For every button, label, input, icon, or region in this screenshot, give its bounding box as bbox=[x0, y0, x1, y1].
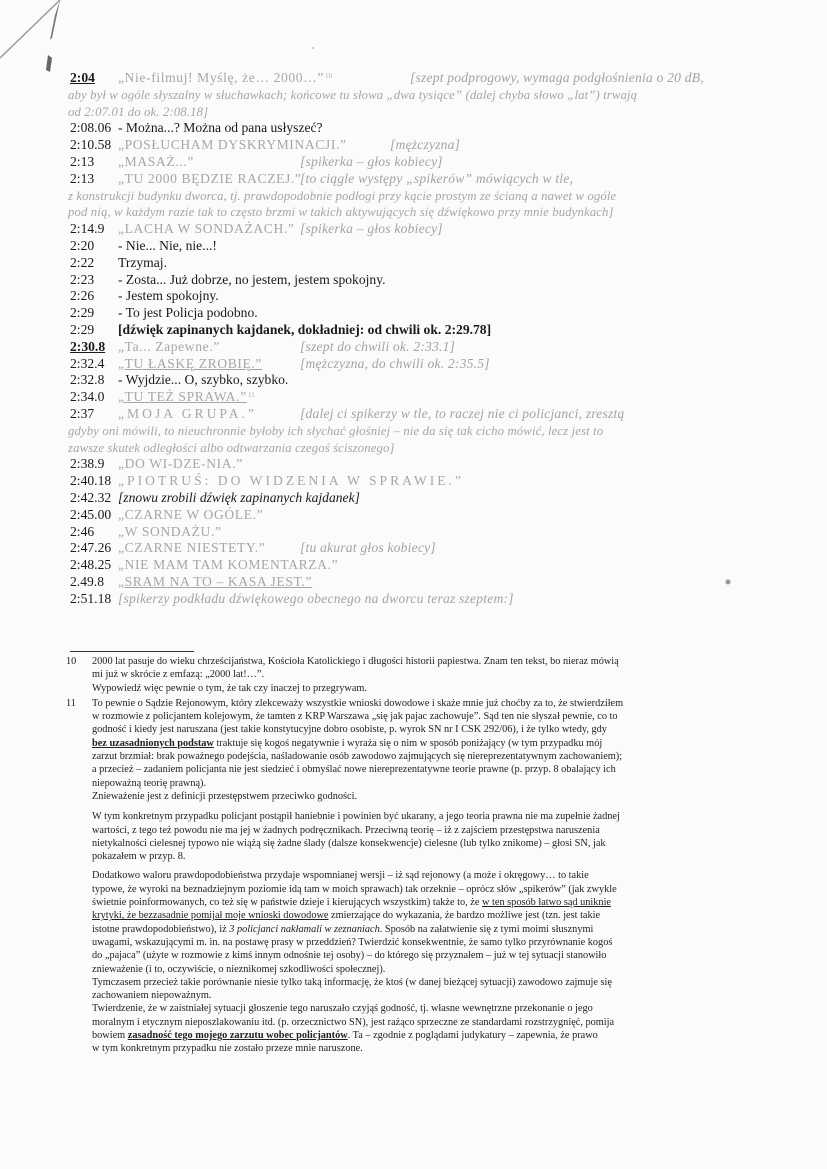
timestamp: 2:13 bbox=[70, 170, 95, 186]
timestamp: 2:40.18 bbox=[70, 473, 112, 489]
timestamp: 2:22 bbox=[70, 254, 95, 270]
transcript-row bbox=[70, 137, 710, 154]
emphasis: w ten sposób łatwo sąd uniknie bbox=[482, 897, 611, 909]
overheard-quote: „MOJA GRUPA.” bbox=[118, 405, 257, 421]
footnote-paragraph bbox=[92, 810, 756, 863]
transcript-row bbox=[70, 356, 710, 373]
text: Znieważenie jest z definicji przestępstwem przeciwko godności. bbox=[92, 790, 358, 802]
overheard-quote: „DO WI-DZE-NIA.” bbox=[118, 456, 243, 472]
text: pokazałem w przyp. 8. bbox=[92, 851, 186, 863]
footnote-rule bbox=[70, 651, 194, 652]
dialogue-text: - To jest Policja podobno. bbox=[118, 305, 258, 321]
transcript-row bbox=[70, 120, 710, 137]
transcript-row bbox=[70, 490, 710, 507]
text: do „pajaca” (użyte w rozmowie z kimś innym odnośnie tej osoby) – do którego się przyznałem – już w tej sytuacji stanowiło bbox=[92, 950, 607, 962]
emphasis: zasadność tego mojego zarzutu wobec policjantów bbox=[127, 1030, 348, 1042]
transcript-row bbox=[70, 372, 710, 389]
scan-edge-line bbox=[0, 0, 60, 58]
overheard-quote: „TU 2000 BĘDZIE RACZEJ.” bbox=[118, 170, 302, 186]
text: zachowaniem niepoważnym. bbox=[92, 990, 212, 1002]
timestamp: 2:23 bbox=[70, 271, 95, 287]
overheard-quote: „LACHA W SONDAŻACH.” bbox=[118, 221, 295, 237]
timestamp: 2:45.00 bbox=[70, 506, 112, 522]
text: moralnym i etycznym nieposzlakowaniu itd. (p. orzecznictwo SN), jest rażąco sprzeczne ze standardami rozstrzygnięć, pomija bbox=[92, 1016, 615, 1028]
timestamp: 2:26 bbox=[70, 288, 95, 304]
overheard-quote: „TU ŁASKĘ ZROBIĘ.” bbox=[118, 355, 263, 371]
transcript-row bbox=[70, 339, 710, 356]
footnote-ref: 10 bbox=[325, 72, 332, 80]
text: typowe, że wyroki na beznadziejnym poziomie idą tam w moich sprawach) tak orzeknie – oprócz słów „spikerów” (jak zwykle bbox=[92, 883, 617, 895]
overheard-quote: „TU TEŻ SPRAWA.” bbox=[118, 389, 247, 405]
overheard-quote: „SRAM NA TO – KASA JEST.” bbox=[118, 573, 313, 589]
text: . Sposób na załatwienie się z tymi moimi słusznymi bbox=[379, 923, 594, 935]
transcript-row bbox=[70, 389, 710, 406]
text: godność i kiedy jest naruszana (jest takie konstytucyjne dobro osobiste, p. wyrok SN nr I CSK 292/06), i że tylko wtedy, gdy bbox=[92, 724, 607, 736]
timestamp: 2:04 bbox=[70, 70, 95, 85]
emphasis: bez uzasadnionych podstaw bbox=[92, 737, 214, 749]
timestamp: 2:20 bbox=[70, 237, 95, 253]
timestamp: 2:30.8 bbox=[70, 338, 106, 354]
emphasis: 3 policjanci nakłamali w zeznaniach bbox=[229, 923, 380, 935]
text: w rozmowie z policjantem kolejowym, że tamten z KRP Warszawa „się jak pajac zachowuje”. Sąd ten nie słyszał pewnie, co to bbox=[92, 711, 618, 723]
transcriber-note-continuation: zawsze skutek odległości albo odtwarzania czegoś ściszonego] bbox=[68, 440, 395, 455]
text: traktuje się kogoś negatywnie i wyraża się o nim w sposób poniżający (w tym przypadku mój bbox=[213, 737, 603, 749]
timestamp: 2:10.58 bbox=[70, 137, 112, 153]
transcript-row bbox=[70, 288, 710, 305]
dialogue-text: - Można...? Można od pana usłyszeć? bbox=[118, 120, 323, 136]
speck bbox=[312, 47, 314, 49]
emphasis: krytyki, że bezzasadnie pomijał moje wnioski dowodowe bbox=[92, 910, 329, 922]
transcript bbox=[70, 70, 710, 608]
transcriber-note-continuation: z konstrukcji budynku dworca, tj. prawdopodobnie podłogi przy kącie prostym ze ścianą a nawet w ogóle bbox=[68, 188, 617, 203]
transcriber-note-continuation: aby był w ogóle słyszalny w słuchawkach; końcowe tu słowa „dwa tysiące” (dalej chyba słowo „lat”) trwają bbox=[68, 87, 638, 102]
text: w tym konkretnym przypadku nie zostało przeze mnie naruszone. bbox=[92, 1043, 363, 1055]
overheard-quote: „PIOTRUŚ: DO WIDZENIA W SPRAWIE.” bbox=[118, 473, 464, 489]
text: nietykalności cielesnej typowo nie wiążą się żadne ślady (dalsze konsekwencje) cielesne (lub tylko znikome) – głosi SN, jak bbox=[92, 837, 606, 849]
transcript-row bbox=[70, 540, 710, 557]
timestamp: 2:46 bbox=[70, 523, 95, 539]
transcript-row bbox=[70, 305, 710, 322]
transcriber-note: [tu akurat głos kobiecy] bbox=[300, 540, 436, 556]
transcriber-note: [spikerka – głos kobiecy] bbox=[300, 153, 443, 169]
transcriber-note: [spikerka – głos kobiecy] bbox=[300, 221, 443, 237]
text: niepoważną teorię prawną). bbox=[92, 777, 207, 789]
overheard-quote: „MASAŻ...” bbox=[118, 153, 194, 169]
text: wartości, z tego też powodu nie ma jej w żadnych podręcznikach. Przeciwną teorię – iż z zajściem przestępstwa naruszenia bbox=[92, 824, 600, 836]
text: Twierdzenie, że w zaistniałej sytuacji głoszenie tego naruszało czyjąś godność, tj. własne wewnętrzne przekonanie o jego bbox=[92, 1003, 593, 1015]
overheard-quote: „Ta... Zapewne.” bbox=[118, 338, 220, 354]
overheard-quote: „CZARNE W OGÓLE.” bbox=[118, 506, 264, 522]
timestamp: 2:32.4 bbox=[70, 355, 105, 371]
footnote-line: mi już w skrócie z emfazą: „2000 lat!…”. bbox=[92, 669, 265, 681]
footnote-10 bbox=[66, 655, 756, 695]
transcript-row bbox=[70, 255, 710, 272]
sound-annotation: [znowu zrobili dźwięk zapinanych kajdanek] bbox=[118, 489, 360, 505]
text: bowiem bbox=[92, 1030, 128, 1042]
transcriber-note: [to ciągle występy „spikerów” mówiących w tle, bbox=[300, 170, 574, 186]
overheard-quote: „POSŁUCHAM DYSKRYMINACJI.” bbox=[118, 137, 347, 153]
text: uwagami, wskazującymi m. in. na postawę prasy w przeddzień? Twierdzić konsekwentnie, że samo tylko przyrównanie kogoś bbox=[92, 936, 613, 948]
transcript-row bbox=[70, 557, 710, 574]
transcriber-note: [dalej ci spikerzy w tle, to raczej nie ci policjanci, zresztą bbox=[300, 405, 625, 421]
scan-edge-mark bbox=[46, 55, 52, 72]
text: znieważenie (i to, oczywiście, o nieznikomej szkodliwości społecznej). bbox=[92, 963, 386, 975]
transcript-row bbox=[70, 70, 710, 87]
footnote-number: 11 bbox=[66, 697, 76, 709]
transcript-row bbox=[70, 171, 710, 188]
overheard-quote: „W SONDAŻU.” bbox=[118, 523, 222, 539]
transcript-row bbox=[70, 456, 710, 473]
dialogue-text: Trzymaj. bbox=[118, 254, 167, 270]
transcriber-note-continuation: od 2:07.01 do ok. 2:08.18] bbox=[68, 104, 209, 119]
timestamp: 2:38.9 bbox=[70, 456, 105, 472]
transcript-row bbox=[70, 591, 710, 608]
scan-edge-mark bbox=[50, 0, 60, 40]
timestamp: 2:13 bbox=[70, 153, 95, 169]
dialogue-text: - Nie... Nie, nie...! bbox=[118, 237, 217, 253]
timestamp: 2:32.8 bbox=[70, 372, 105, 388]
text: świetnie poinformowanych, co też się w państwie dzieje i kierujących wszystkim) także to, że bbox=[92, 897, 483, 909]
timestamp: 2:08.06 bbox=[70, 120, 112, 136]
transcriber-note: [szept do chwili ok. 2:33.1] bbox=[300, 338, 456, 354]
footnote-number: 10 bbox=[66, 656, 77, 667]
dialogue-text: - Wyjdzie... O, szybko, szybko. bbox=[118, 372, 289, 388]
timestamp: 2.49.8 bbox=[70, 573, 104, 589]
text: Tymczasem przecież takie porównanie niesie tylko taką informację, że ktoś (w danej bieżącej sytuacji) zawodowo zajmuje się bbox=[92, 976, 612, 988]
timestamp: 2:29 bbox=[70, 305, 95, 321]
text: zmierzające do wykazania, że bardzo możliwe jest (tzn. jest takie bbox=[328, 910, 601, 922]
transcriber-note: [mężczyzna] bbox=[390, 137, 461, 153]
transcript-row bbox=[70, 221, 710, 238]
transcript-row bbox=[70, 574, 710, 591]
text: To pewnie o Sądzie Rejonowym, który zlekceważy wszystkie wnioski dowodowe i skaże mnie już choćby za to, że stwierdziłem bbox=[92, 697, 624, 709]
footnote-11 bbox=[66, 697, 756, 1056]
background-note: [spikerzy podkładu dźwiękowego obecnego na dworcu teraz szeptem:] bbox=[118, 590, 514, 606]
transcriber-note: [mężczyzna, do chwili ok. 2:35.5] bbox=[300, 355, 490, 371]
footnote-line: 2000 lat pasuje do wieku chrześcijaństwa, Kościoła Katolickiego i długości historii papiestwa. Znam ten tekst, bo nieraz mówią bbox=[92, 656, 619, 667]
transcript-row bbox=[70, 406, 710, 423]
text: W tym konkretnym przypadku policjant postąpił haniebnie i powinien być ukarany, a jego teoria prawna nie ma zupełnie żadnej bbox=[92, 811, 620, 823]
transcriber-note: [szept podprogowy, wymaga podgłośnienia o 20 dB, bbox=[410, 70, 704, 85]
speck bbox=[726, 580, 731, 585]
timestamp: 2:37 bbox=[70, 405, 95, 421]
footnote-line: Wypowiedź więc pewnie o tym, że tak czy inaczej to przegrywam. bbox=[92, 682, 367, 694]
dialogue-text: - Zosta... Już dobrze, no jestem, jestem spokojny. bbox=[118, 271, 386, 287]
transcript-row bbox=[70, 272, 710, 289]
transcriber-note-continuation: gdyby oni mówili, to nieuchronnie byłoby ich słychać głośniej – nie da się tak cicho mówić, lecz jest to bbox=[68, 423, 604, 438]
footnote-paragraph bbox=[92, 869, 756, 1055]
timestamp: 2:47.26 bbox=[70, 540, 112, 556]
transcript-row bbox=[70, 524, 710, 541]
transcript-row bbox=[70, 507, 710, 524]
dialogue-text: - Jestem spokojny. bbox=[118, 288, 219, 304]
footnote-paragraph bbox=[92, 697, 756, 803]
overheard-quote: „Nie-filmuj! Myślę, że… 2000…” bbox=[118, 70, 324, 85]
timestamp: 2:48.25 bbox=[70, 557, 112, 573]
overheard-quote: „NIE MAM TAM KOMENTARZA.” bbox=[118, 557, 339, 573]
timestamp: 2:14.9 bbox=[70, 221, 105, 237]
transcriber-note-continuation: pod nią, w każdym razie tak to często brzmi w takich aktywujących się dźwiękowo przy mnie budynkach] bbox=[68, 205, 614, 220]
text: a przecież – zadaniem policjanta nie jest siedzieć i obmyślać nowe niereprezentatywne teorie prawne (p. przyp. 8 obalający ich bbox=[92, 764, 616, 776]
overheard-quote: „CZARNE NIESTETY.” bbox=[118, 540, 266, 556]
text: . Ta – zgodnie z poglądami judykatury – zapewnia, że prawo bbox=[347, 1030, 598, 1042]
timestamp: 2:29 bbox=[70, 321, 95, 337]
footnotes bbox=[66, 655, 756, 1062]
footnote-ref: 11 bbox=[248, 391, 255, 400]
timestamp: 2:42.32 bbox=[70, 489, 112, 505]
sound-annotation: [dźwięk zapinanych kajdanek, dokładniej: od chwili ok. 2:29.78] bbox=[118, 321, 492, 337]
transcript-row bbox=[70, 154, 710, 171]
transcript-row bbox=[70, 473, 710, 490]
timestamp: 2:34.0 bbox=[70, 389, 105, 405]
timestamp: 2:51.18 bbox=[70, 590, 112, 606]
text: istotne prawdopodobieństwo), iż bbox=[92, 923, 230, 935]
transcript-row bbox=[70, 322, 710, 339]
text: zarzut brzmiał: brak poważnego podejścia, naśladowanie osób zawodowo zajmujących się niereprezentatywnym zachowaniem); bbox=[92, 751, 623, 763]
transcript-row bbox=[70, 238, 710, 255]
text: Dodatkowo waloru prawdopodobieństwa przydaje wspomnianej wersji – iż sąd rejonowy (a może i okręgowy… to takie bbox=[92, 870, 589, 882]
